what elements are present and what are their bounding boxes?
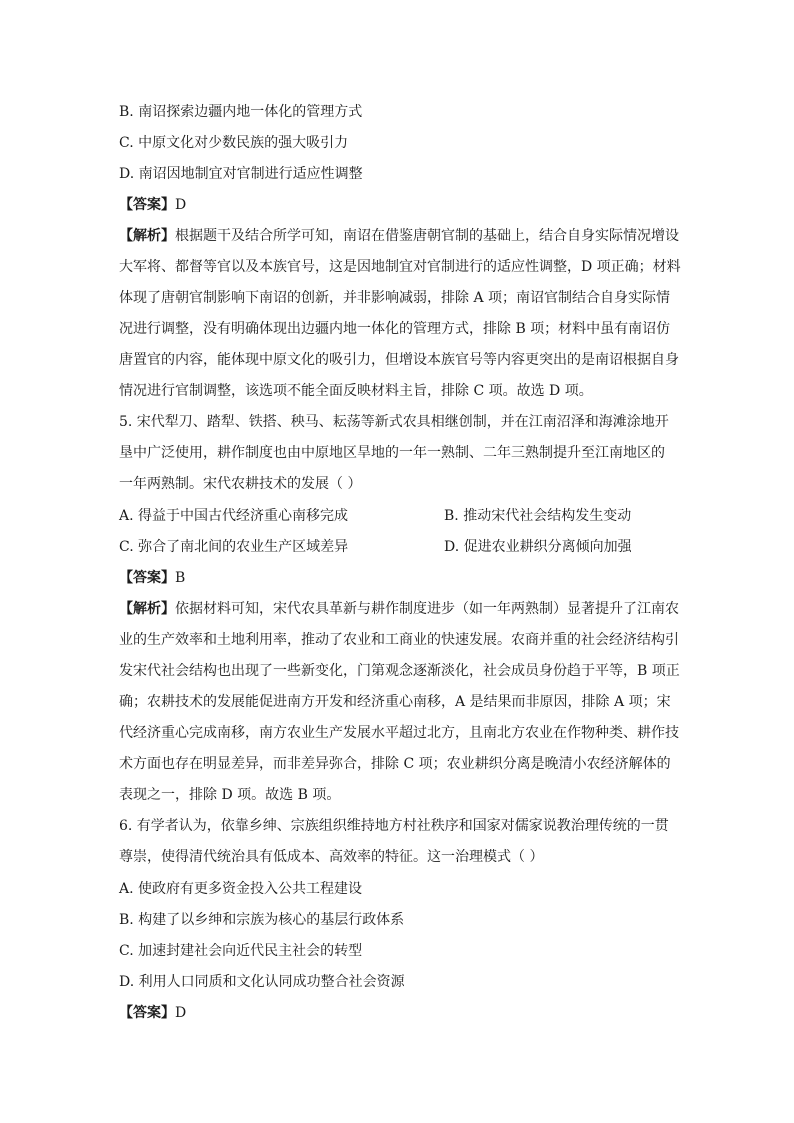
- q6-option-b: B. 构建了以乡绅和宗族为核心的基层行政体系: [119, 912, 405, 928]
- answer-label: 【答案】: [119, 197, 175, 213]
- q5-option-a: A. 得益于中国古代经济重心南移完成: [119, 508, 349, 524]
- answer-label: 【答案】: [119, 570, 175, 586]
- answer-label: 【答案】: [119, 1005, 175, 1021]
- q6-option-c: C. 加速封建社会向近代民主社会的转型: [119, 943, 363, 959]
- analysis-label: 【解析】: [119, 228, 175, 244]
- q4-analysis-line-5: 唐置官的内容，能体现中原文化的吸引力，但增设本族官号等内容更突出的是南诏根据自身: [119, 352, 679, 368]
- q5-stem-line-3: 一年两熟制。宋代农耕技术的发展（ ）: [119, 476, 362, 492]
- q4-analysis-line-4: 况进行调整，没有明确体现出边疆内地一体化的管理方式，排除 B 项；材料中虽有南诏仿: [119, 321, 671, 337]
- q5-analysis-line-2: 业的生产效率和土地利用率，推动了农业和工商业的快速发展。农商并重的社会经济结构引: [119, 632, 679, 648]
- analysis-text: 依据材料可知，宋代农具革新与耕作制度进步（如一年两熟制）显著提升了江南农: [175, 601, 679, 617]
- q5-analysis-line-1: [119, 599, 679, 619]
- q4-option-d: D. 南诏因地制宜对官制进行适应性调整: [119, 166, 363, 182]
- q4-option-c: C. 中原文化对少数民族的强大吸引力: [119, 135, 349, 151]
- q5-option-b: B. 推动宋代社会结构发生变动: [444, 508, 632, 524]
- q4-option-b: B. 南诏探索边疆内地一体化的管理方式: [119, 104, 363, 120]
- q4-answer: [119, 195, 679, 215]
- answer-value: B: [175, 570, 186, 586]
- q5-analysis-line-3: 发宋代社会结构也出现了一些新变化，门第观念逐渐淡化，社会成员身份趋于平等，B 项正: [119, 663, 680, 679]
- q4-analysis-line-6: 情况进行官制调整，该选项不能全面反映材料主旨，排除 C 项。故选 D 项。: [119, 383, 593, 399]
- analysis-label: 【解析】: [119, 601, 175, 617]
- q5-stem-line-1: 5. 宋代犁刀、踏犁、铁搭、秧马、耘荡等新式农具相继创制，并在江南沼泽和海滩涂地开: [119, 414, 669, 430]
- q5-option-d: D. 促进农业耕织分离倾向加强: [444, 539, 632, 555]
- q6-option-a: A. 使政府有更多资金投入公共工程建设: [119, 881, 363, 897]
- q6-stem-line-1: 6. 有学者认为，依靠乡绅、宗族组织维持地方村社秩序和国家对儒家说教治理传统的一贯: [119, 818, 669, 834]
- q5-option-c: C. 弥合了南北间的农业生产区域差异: [119, 539, 349, 555]
- answer-value: D: [175, 197, 187, 213]
- q5-answer: [119, 568, 679, 588]
- q5-analysis-line-4: 确；农耕技术的发展能促进南方开发和经济重心南移，A 是结果而非原因，排除 A 项；宋: [119, 694, 671, 710]
- q5-analysis-line-6: 术方面也存在明显差异，而非差异弥合，排除 C 项；农业耕织分离是晚清小农经济解体的: [119, 756, 671, 772]
- q5-stem-line-2: 垦中广泛使用，耕作制度也由中原地区旱地的一年一熟制、二年三熟制提升至江南地区的: [119, 445, 665, 461]
- answer-value: D: [175, 1005, 187, 1021]
- q4-analysis-line-2: 大军将、都督等官以及本族官号，这是因地制宜对官制进行的适应性调整，D 项正确；材料: [119, 259, 681, 275]
- analysis-text: 根据题干及结合所学可知，南诏在借鉴唐朝官制的基础上，结合自身实际情况增设: [175, 228, 679, 244]
- q6-answer: [119, 1003, 679, 1023]
- q6-stem-line-2: 尊崇，使得清代统治具有低成本、高效率的特征。这一治理模式（ ）: [119, 849, 544, 865]
- q4-analysis-line-1: [119, 226, 679, 246]
- q5-analysis-line-7: 表现之一，排除 D 项。故选 B 项。: [119, 787, 341, 803]
- q6-option-d: D. 利用人口同质和文化认同成功整合社会资源: [119, 974, 405, 990]
- q5-analysis-line-5: 代经济重心完成南移，南方农业生产发展水平超过北方，且南北方农业在作物种类、耕作技: [119, 725, 679, 741]
- q4-analysis-line-3: 体现了唐朝官制影响下南诏的创新，并非影响减弱，排除 A 项；南诏官制结合自身实际情: [119, 290, 671, 306]
